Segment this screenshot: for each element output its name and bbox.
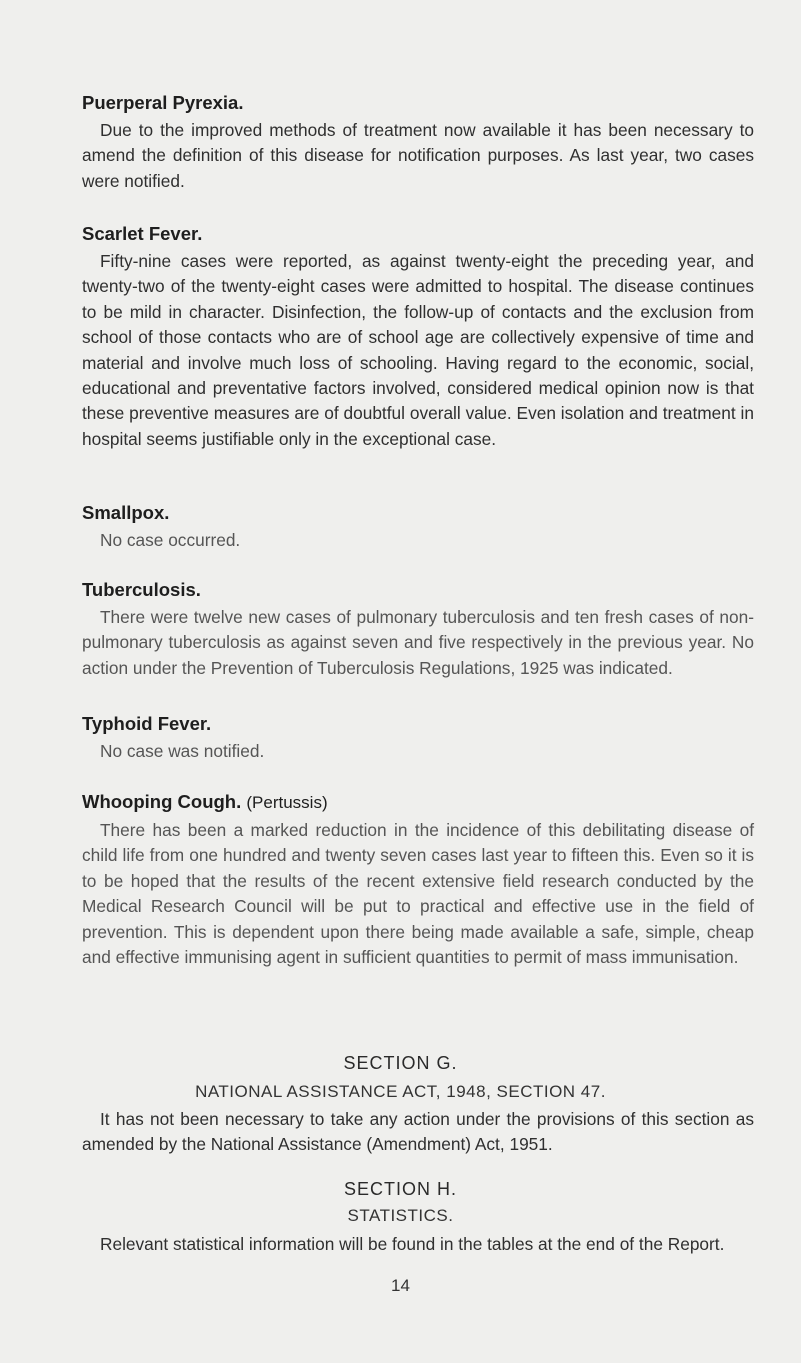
heading-puerperal-pyrexia: Puerperal Pyrexia.: [82, 92, 244, 113]
paragraph-tuberculosis: There were twelve new cases of pulmonary tuberculosis and ten fresh cases of non-pulmonary tuberculosis as against seven and five respectively in the previous year. No action under the Prevention of Tuberculosis Regulations, 1925 was indicated.: [82, 607, 754, 678]
section-h-subtitle: STATISTICS.: [347, 1206, 454, 1225]
section-h-title: SECTION H.: [343, 1179, 457, 1199]
page-number: 14: [391, 1276, 410, 1295]
section-scarlet-fever: [82, 223, 754, 452]
heading-tuberculosis: Tuberculosis.: [82, 579, 201, 600]
paragraph-typhoid-fever: No case was notified.: [100, 741, 265, 761]
section-whooping-cough: [82, 791, 754, 970]
paragraph-whooping-cough: There has been a marked reduction in the incidence of this debilitating disease of child life from one hundred and twenty seven cases last year to fifteen this. Even so it is to be hoped that the results of the recent extensive field research conducted by the Medical Research Council will be put to practical and effective use in the field of prevention. This is dependent upon there being made available a safe, simple, cheap and effective immunising agent in sufficient quantities to permit of mass immunisation.: [82, 820, 754, 968]
section-puerperal-pyrexia: [82, 92, 754, 194]
heading-typhoid-fever: Typhoid Fever.: [82, 713, 212, 734]
heading-smallpox: Smallpox.: [82, 502, 170, 523]
paragraph-scarlet-fever: Fifty-nine cases were reported, as against twenty-eight the preceding year, and twenty-two of the twenty-eight cases were admitted to hospital. The disease continues to be mild in character. Disinfection, the follow-up of contacts and the exclusion from school of those contacts who are of school age are collectively expensive of time and material and involve much loss of schooling. Having regard to the economic, social, educational and preventative factors involved, considered medical opinion now is that these preventive measures are of doubtful overall value. Even isolation and treatment in hospital seems justifiable only in the exceptional case.: [82, 251, 754, 449]
paragraph-section-h: Relevant statistical information will be found in the tables at the end of the Report.: [100, 1234, 725, 1254]
section-g-title: SECTION G.: [343, 1053, 458, 1073]
paragraph-section-g: It has not been necessary to take any action under the provisions of this section as amended by the National Assistance (Amendment) Act, 1951.: [82, 1109, 754, 1155]
paragraph-puerperal-pyrexia: Due to the improved methods of treatment now available it has been necessary to amend the definition of this disease for notification purposes. As last year, two cases were notified.: [82, 120, 754, 191]
section-g-subtitle: NATIONAL ASSISTANCE ACT, 1948, SECTION 47.: [195, 1082, 606, 1101]
section-g-body: [82, 1103, 754, 1158]
section-typhoid-fever: [82, 713, 754, 764]
heading-whooping-cough-note: (Pertussis): [246, 793, 328, 812]
heading-whooping-cough: [82, 791, 754, 814]
paragraph-smallpox: No case occurred.: [100, 530, 241, 550]
section-smallpox: [82, 502, 754, 553]
section-h-body: [82, 1228, 754, 1257]
heading-scarlet-fever: Scarlet Fever.: [82, 223, 203, 244]
section-tuberculosis: [82, 579, 754, 681]
heading-whooping-cough-title: Whooping Cough.: [82, 791, 242, 812]
